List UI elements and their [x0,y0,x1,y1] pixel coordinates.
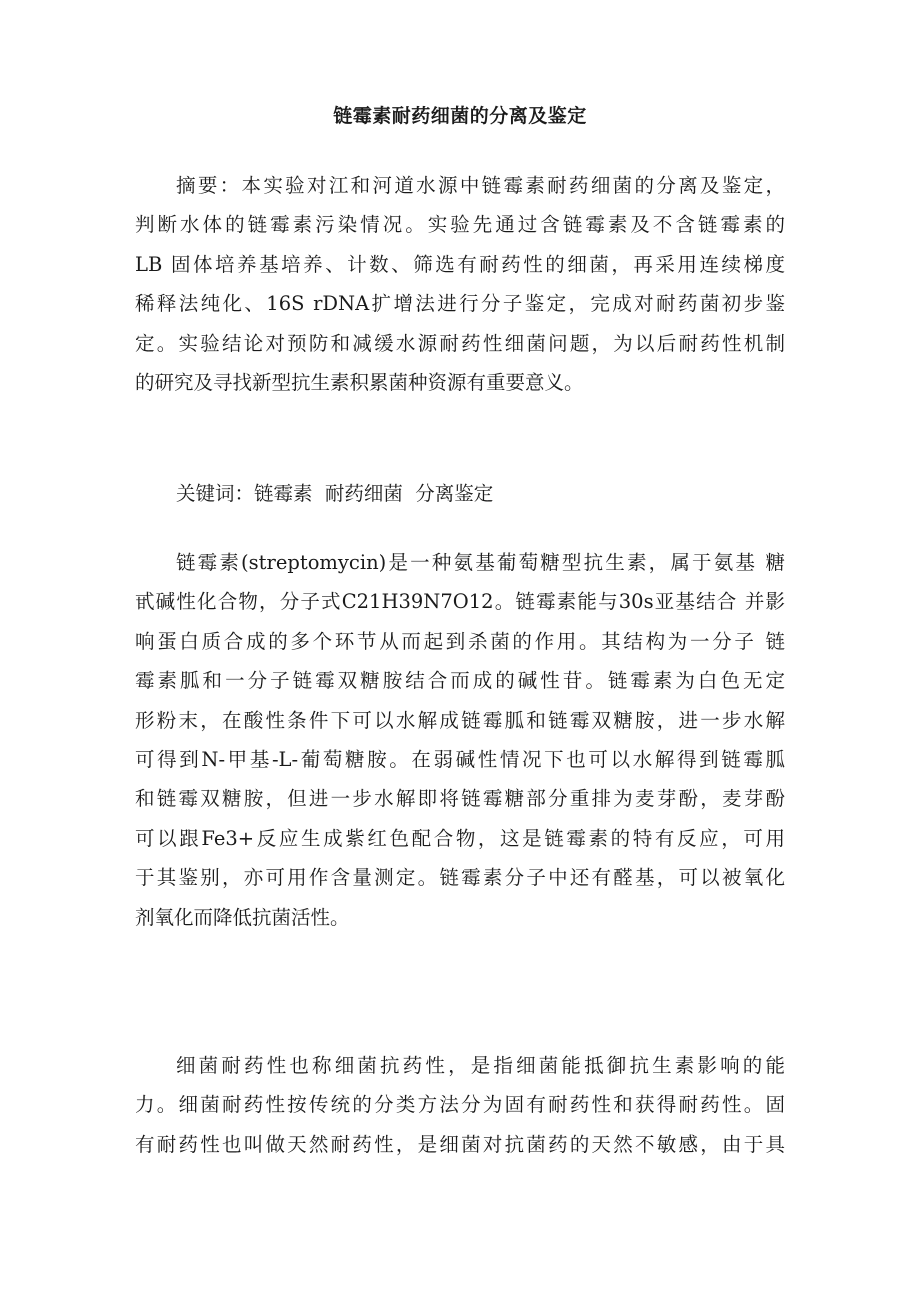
intro-paragraph [135,543,785,937]
paper-title: 链霉素耐药细菌的分离及鉴定 [333,105,587,127]
resistance-line: 力。细菌耐药性按传统的分类方法分为固有耐药性和获得耐药性。固 [135,1093,785,1117]
intro-line: 可得到N-甲基-L-葡萄糖胺。在弱碱性情况下也可以水解得到链霉胍 [135,747,785,771]
intro-line: 剂氧化而降低抗菌活性。 [135,905,350,929]
abstract-line: 稀释法纯化、16S rDNA扩增法进行分子鉴定，完成对耐药菌初步鉴 [135,292,785,316]
intro-line: 响蛋白质合成的多个环节从而起到杀菌的作用。其结构为一分子 链 [135,629,785,653]
intro-line: 链霉素(streptomycin)是一种氨基葡萄糖型抗生素，属于氨基 糖 [176,551,785,574]
intro-line: 和链霉双糖胺，但进一步水解即将链霉糖部分重排为麦芽酚，麦芽酚 [135,787,785,811]
intro-line: 于其鉴别，亦可用作含量测定。链霉素分子中还有醛基，可以被氧化 [135,866,785,890]
intro-line: 形粉末，在酸性条件下可以水解成链霉胍和链霉双糖胺，进一步水解 [135,708,785,732]
abstract-line: 的研究及寻找新型抗生素积累菌种资源有重要意义。 [135,370,584,394]
intro-line: 可以跟Fe3+反应生成紫红色配合物，这是链霉素的特有反应，可用 [135,826,785,850]
intro-line: 甙碱性化合物，分子式C21H39N7O12。链霉素能与30s亚基结合 并影 [135,590,785,614]
abstract-line: 定。实验结论对预防和减缓水源耐药性细菌问题，为以后耐药性机制 [135,331,785,355]
abstract-line: 判断水体的链霉素污染情况。实验先通过含链霉素及不含链霉素的 [135,213,785,237]
resistance-paragraph [135,1046,785,1164]
intro-line: 霉素胍和一分子链霉双糖胺结合而成的碱性苷。链霉素为白色无定 [135,669,785,693]
abstract-paragraph [135,166,785,402]
abstract-line: LB 固体培养基培养、计数、筛选有耐药性的细菌，再采用连续梯度 [135,252,785,276]
keywords-line: 关键词：链霉素 耐药细菌 分离鉴定 [176,482,494,505]
abstract-line: 摘要：本实验对江和河道水源中链霉素耐药细菌的分离及鉴定， [176,174,785,197]
resistance-line: 细菌耐药性也称细菌抗药性，是指细菌能抵御抗生素影响的能 [176,1054,785,1077]
resistance-line: 有耐药性也叫做天然耐药性，是细菌对抗菌药的天然不敏感，由于具 [135,1132,785,1156]
